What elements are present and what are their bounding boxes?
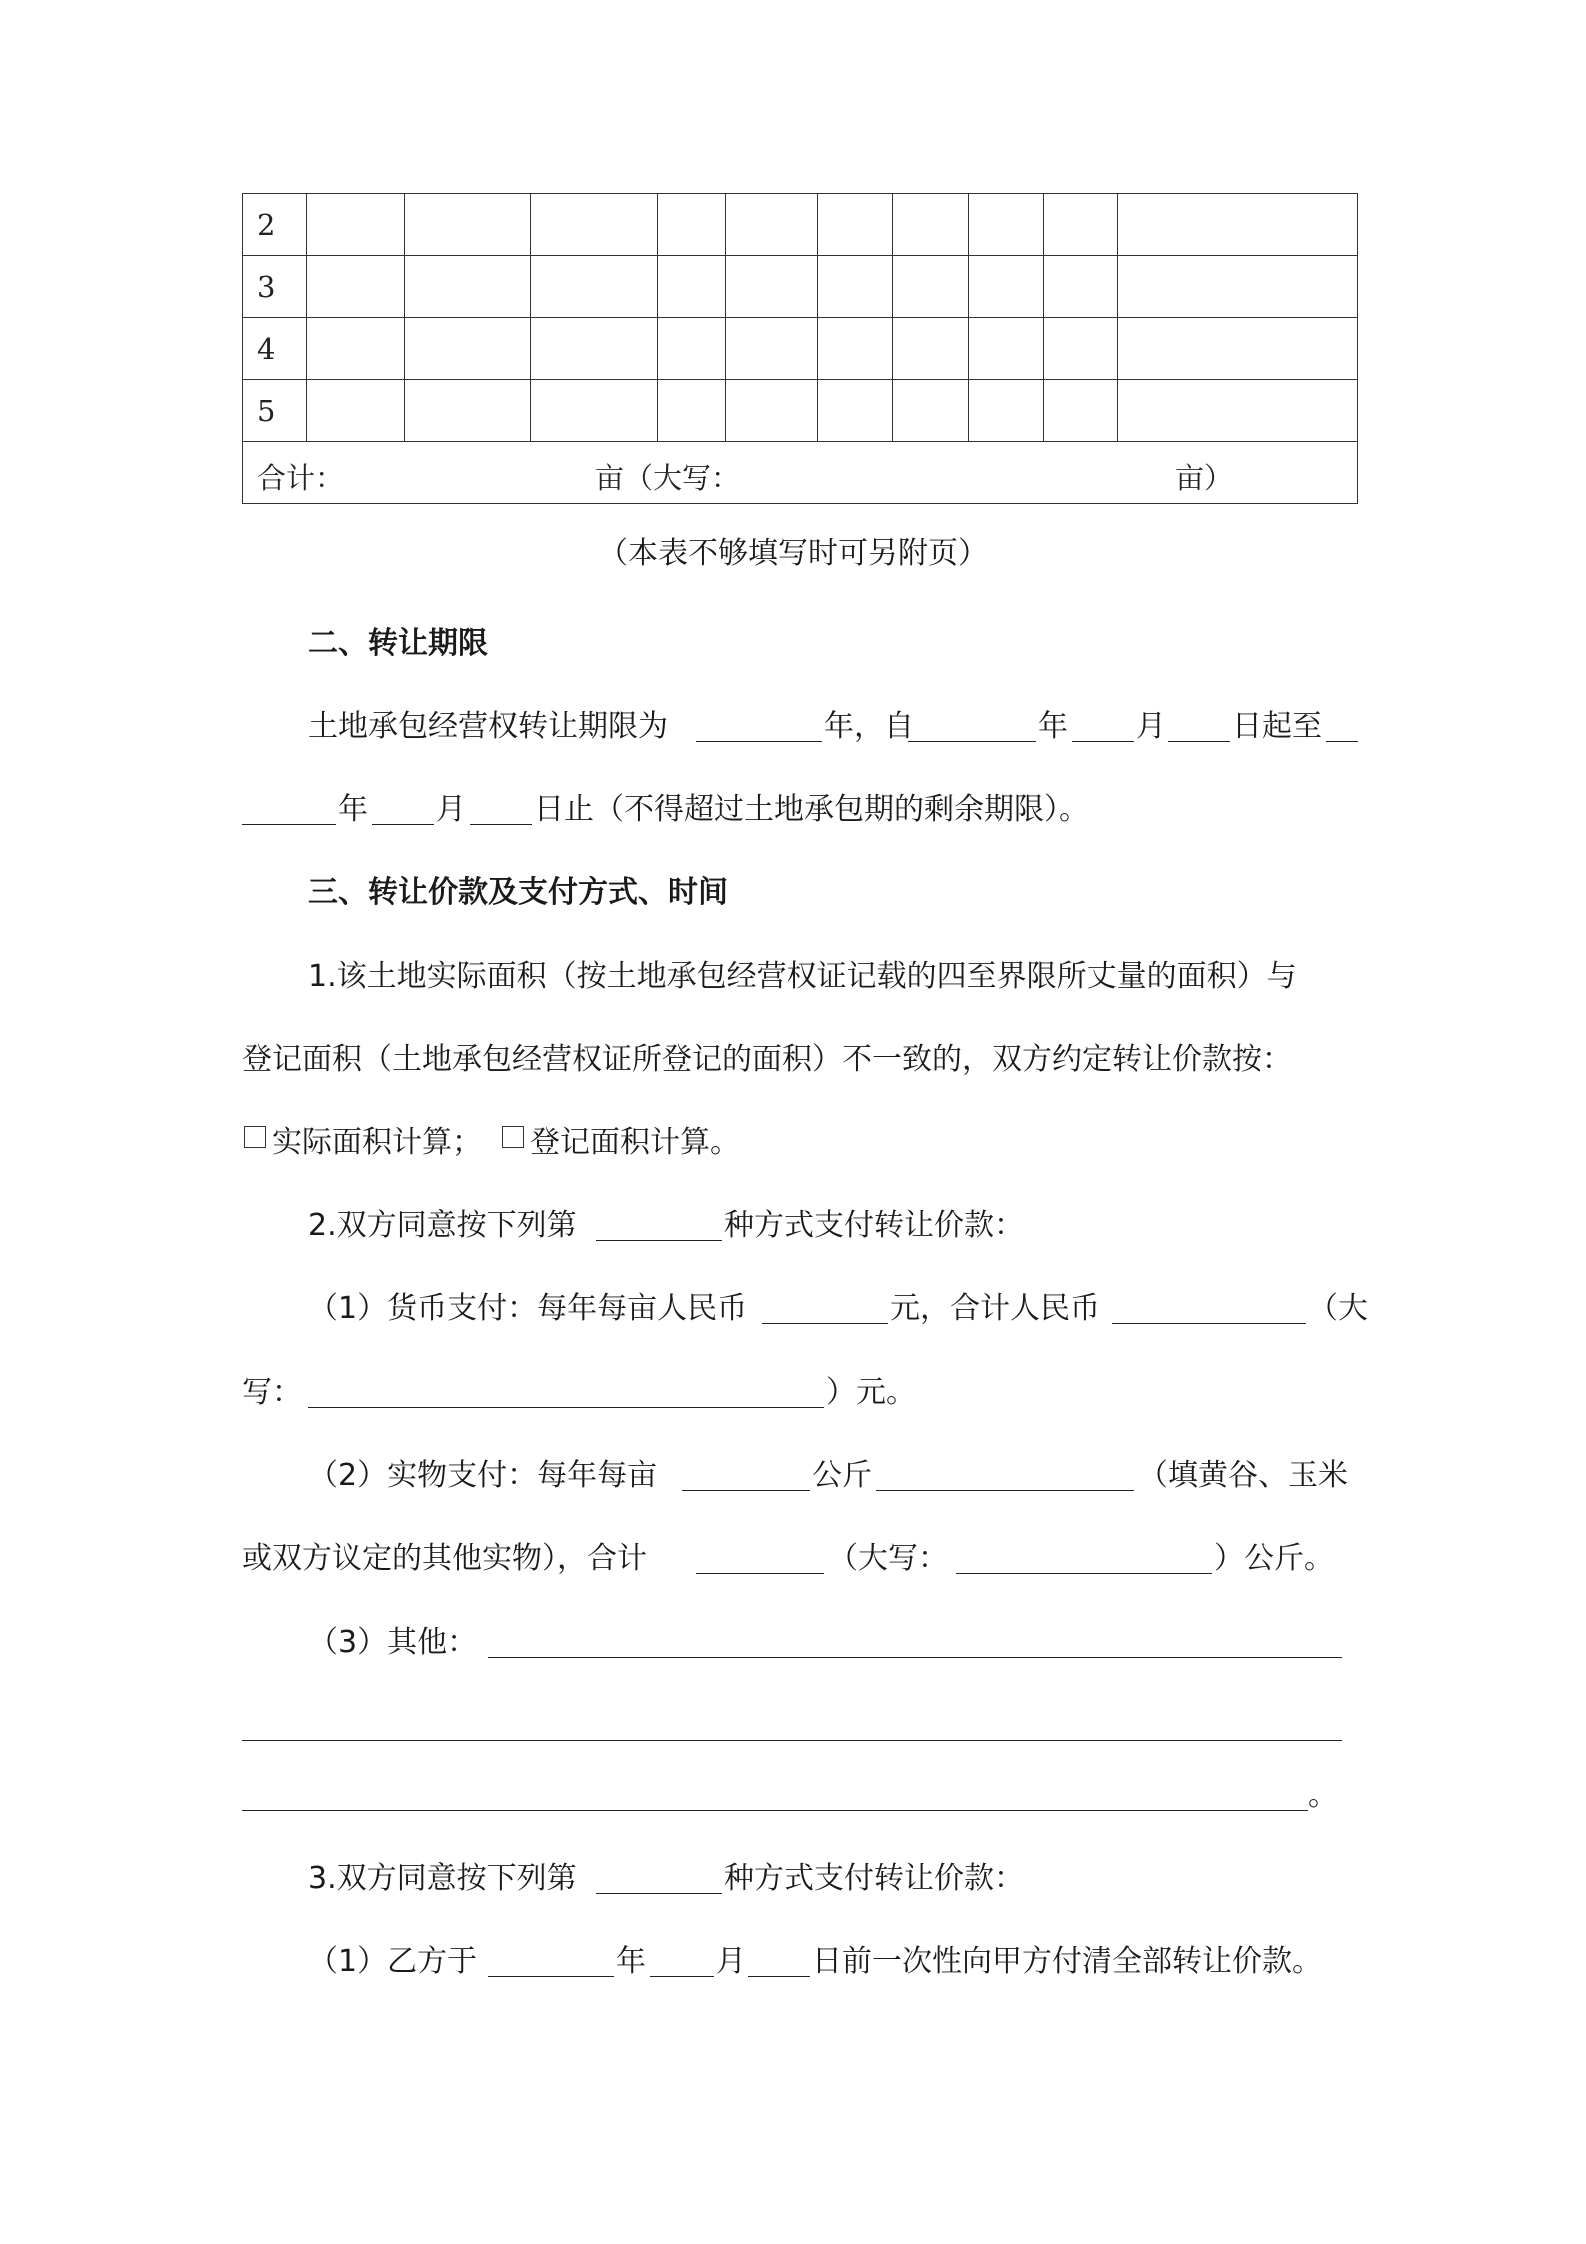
para-2: 2.双方同意按下列第 种方式支付转让价款： xyxy=(0,1200,1586,1244)
table-row xyxy=(243,318,1358,380)
land-table xyxy=(242,193,1358,504)
table-row xyxy=(243,194,1358,256)
total-kg-blank[interactable] xyxy=(696,1533,824,1574)
total-kg-daxie-blank[interactable] xyxy=(956,1533,1212,1574)
end-year-blank[interactable] xyxy=(242,784,336,825)
total-rmb-daxie-blank[interactable] xyxy=(308,1367,824,1408)
other-line: （3）其他： xyxy=(0,1617,1586,1661)
term-years-blank[interactable] xyxy=(696,701,822,742)
table-total-row xyxy=(243,442,1358,504)
pay-day-blank[interactable] xyxy=(748,1936,810,1977)
kind-line-1: （2）实物支付：每年每亩 公斤 （填黄谷、玉米 xyxy=(0,1450,1586,1494)
section-heading: 二、转让期限 xyxy=(308,626,488,661)
para-1-line-2: 登记面积（土地承包经营权证所登记的面积）不一致的，双方约定转让价款按： xyxy=(242,1042,1292,1077)
end-day-blank[interactable] xyxy=(470,784,532,825)
total-label: 合计： xyxy=(257,461,345,495)
total-unit-mu-close: 亩） xyxy=(1175,461,1234,495)
kg-per-mu-blank[interactable] xyxy=(682,1450,810,1491)
row-number: 5 xyxy=(243,380,307,442)
other-method-blank-line-3[interactable] xyxy=(242,1770,1308,1811)
money-line-2: 写： ）元。 xyxy=(0,1367,1586,1411)
para-3-1: （1）乙方于 年 月 日前一次性向甲方付清全部转让价款。 xyxy=(0,1936,1586,1980)
row-number: 3 xyxy=(243,256,307,318)
price-per-mu-blank[interactable] xyxy=(762,1283,888,1324)
other-method-blank[interactable] xyxy=(488,1617,1342,1658)
payment-method-blank[interactable] xyxy=(596,1200,722,1241)
pay-year-blank[interactable] xyxy=(488,1936,614,1977)
table-row xyxy=(243,256,1358,318)
payment-time-method-blank[interactable] xyxy=(596,1853,722,1894)
total-unit-mu-daxie: 亩（大写： xyxy=(595,461,741,495)
end-year-blank-start[interactable] xyxy=(1326,701,1358,742)
money-line-1: （1）货币支付：每年每亩人民币 元，合计人民币 （大 xyxy=(0,1283,1586,1327)
term-line-2: 年 月 日止（不得超过土地承包期的剩余期限）。 xyxy=(0,784,1586,828)
start-year-blank[interactable] xyxy=(908,701,1036,742)
start-month-blank[interactable] xyxy=(1072,701,1134,742)
row-number: 4 xyxy=(243,318,307,380)
term-line-1: 土地承包经营权转让期限为 年，自 年 月 日起至 xyxy=(0,701,1586,745)
registered-area-checkbox[interactable] xyxy=(502,1126,524,1148)
kind-line-2: 或双方议定的其他实物），合计 （大写： ）公斤。 xyxy=(0,1533,1586,1577)
para-1-line-3: 实际面积计算； 登记面积计算。 xyxy=(0,1117,1586,1161)
total-cell[interactable] xyxy=(243,442,1358,504)
row-number: 2 xyxy=(243,194,307,256)
end-month-blank[interactable] xyxy=(372,784,434,825)
table-note: （本表不够填写时可另附页） xyxy=(598,536,988,571)
start-day-blank[interactable] xyxy=(1168,701,1230,742)
total-rmb-blank[interactable] xyxy=(1112,1283,1306,1324)
para-3: 3.双方同意按下列第 种方式支付转让价款： xyxy=(0,1853,1586,1897)
goods-type-blank[interactable] xyxy=(876,1450,1134,1491)
section-heading: 三、转让价款及支付方式、时间 xyxy=(308,875,728,910)
table-row xyxy=(243,380,1358,442)
actual-area-checkbox[interactable] xyxy=(244,1126,266,1148)
other-method-blank-line-2[interactable] xyxy=(242,1700,1342,1741)
other-line-3: 。 xyxy=(0,1770,1586,1814)
para-1-line-1: 1.该土地实际面积（按土地承包经营权证记载的四至界限所丈量的面积）与 xyxy=(308,959,1297,994)
pay-month-blank[interactable] xyxy=(650,1936,714,1977)
